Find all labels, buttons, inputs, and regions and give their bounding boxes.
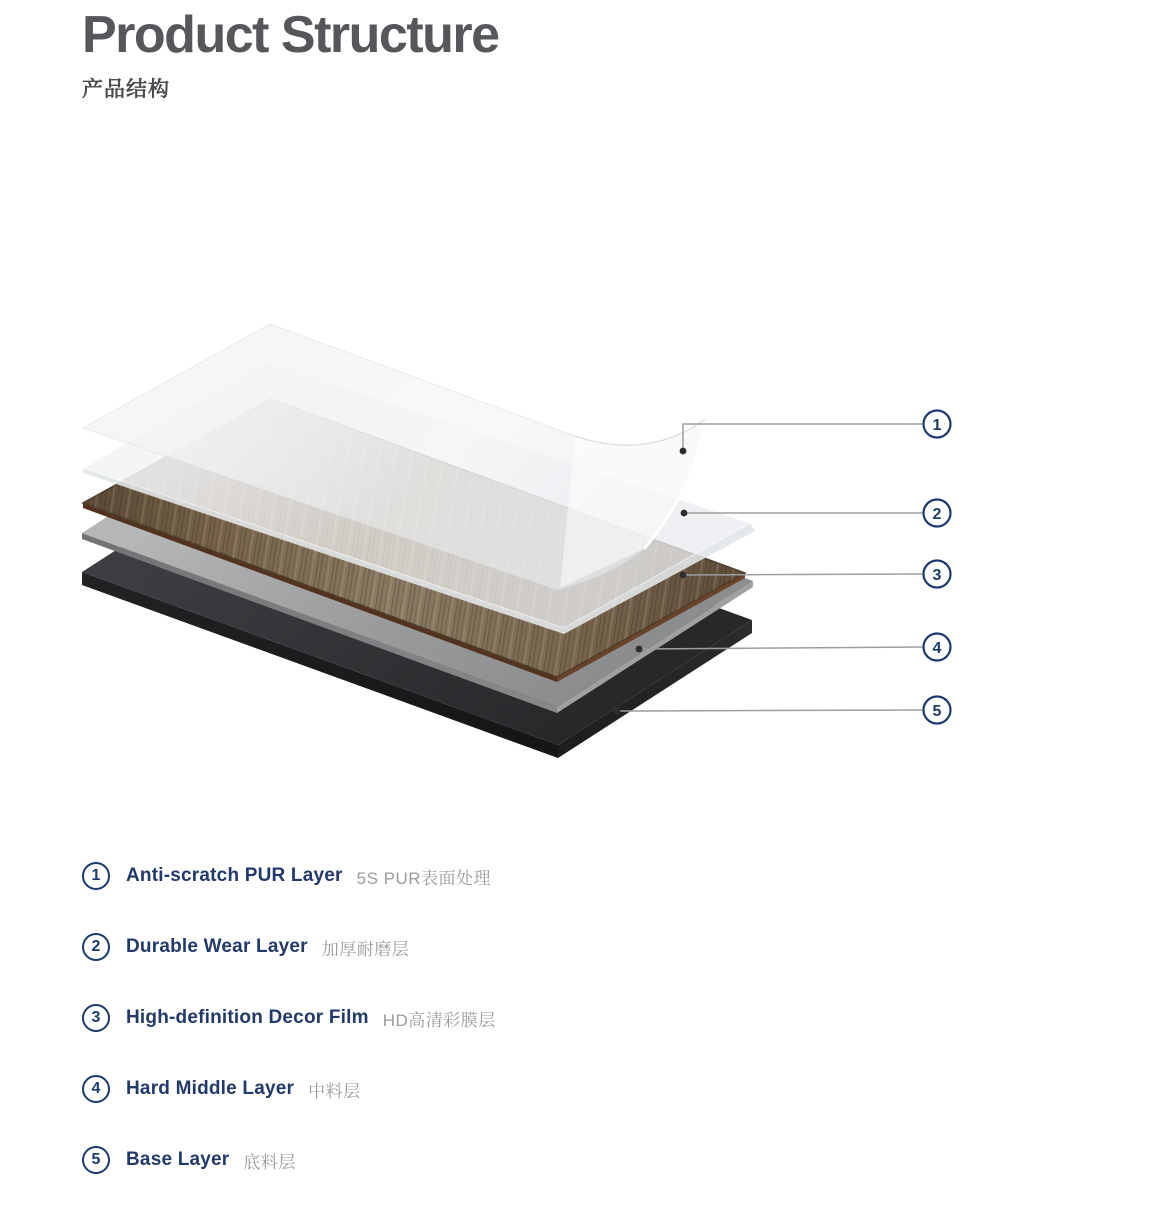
callout-badge-5 [924, 697, 951, 724]
svg-text:2: 2 [932, 506, 942, 523]
legend-number-badge: 2 [82, 933, 110, 961]
legend-item-3 [82, 1003, 496, 1033]
legend-label: Anti-scratch PUR Layer [126, 865, 343, 886]
layer-legend [82, 861, 496, 1216]
callout-dot-1 [680, 448, 687, 455]
legend-number-badge: 4 [82, 1075, 110, 1103]
legend-item-5 [82, 1145, 496, 1175]
callout-line-3 [683, 574, 922, 575]
legend-number-badge: 3 [82, 1004, 110, 1032]
legend-label: Base Layer [126, 1149, 230, 1170]
callout-badge-4 [924, 634, 951, 661]
svg-text:3: 3 [932, 567, 942, 584]
callout-dot-5 [614, 708, 621, 715]
page-header [82, 8, 499, 103]
legend-item-2 [82, 932, 496, 962]
legend-label-cn: HD高清彩膜层 [382, 1010, 496, 1030]
callout-badge-1 [924, 411, 951, 438]
legend-item-4 [82, 1074, 496, 1104]
legend-label: High-definition Decor Film [126, 1007, 369, 1028]
callout-badge-2 [924, 500, 951, 527]
callout-dot-4 [636, 646, 643, 653]
page-title: Product Structure [82, 6, 499, 64]
callout-dot-3 [680, 572, 687, 579]
legend-label: Hard Middle Layer [126, 1078, 295, 1099]
legend-label-cn: 底料层 [243, 1152, 296, 1172]
legend-label-cn: 中料层 [308, 1081, 361, 1101]
svg-text:4: 4 [932, 640, 942, 657]
svg-text:1: 1 [932, 417, 942, 434]
page-subtitle: 产品结构 [82, 77, 170, 101]
legend-label-cn: 加厚耐磨层 [321, 939, 410, 959]
product-structure-diagram [0, 300, 1153, 770]
legend-number-badge: 1 [82, 862, 110, 890]
legend-label-cn: 5S PUR表面处理 [356, 868, 492, 888]
callout-line-1 [683, 424, 922, 451]
legend-item-1 [82, 861, 496, 891]
legend-number-badge: 5 [82, 1146, 110, 1174]
callout-line-5 [617, 710, 922, 711]
callout-badge-3 [924, 561, 951, 588]
svg-text:5: 5 [932, 703, 942, 720]
callout-dot-2 [681, 510, 688, 517]
legend-label: Durable Wear Layer [126, 936, 308, 957]
